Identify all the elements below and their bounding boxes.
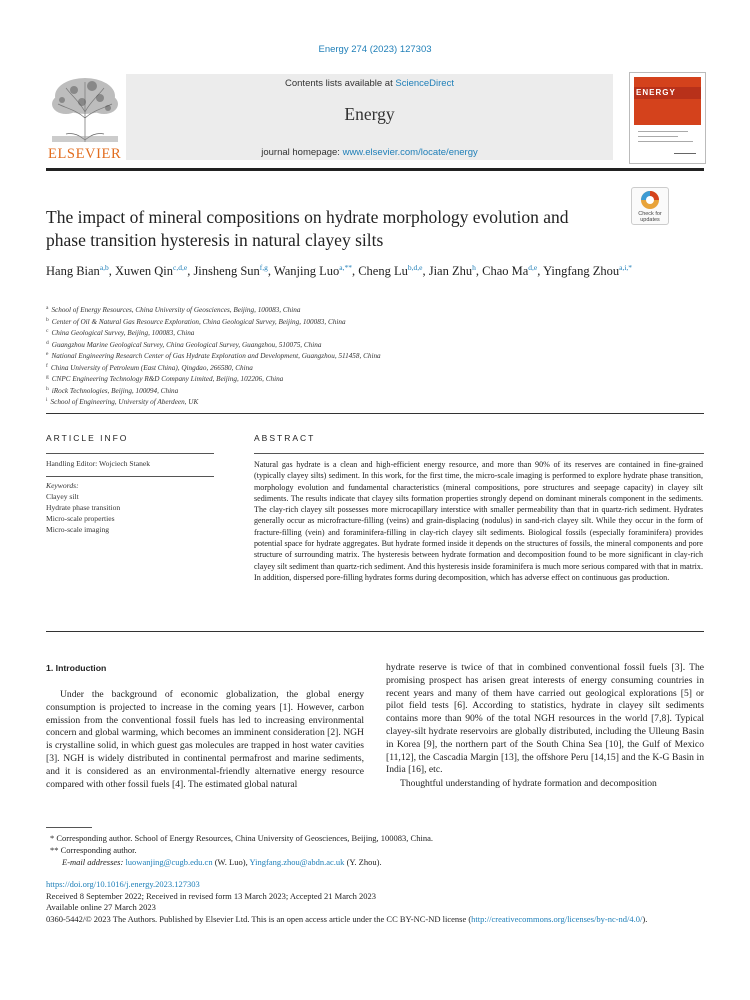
affiliation-item <box>46 374 686 386</box>
affiliation-item <box>46 328 686 340</box>
keywords-label: Keywords: <box>46 481 79 490</box>
header-rule <box>46 168 704 171</box>
author-affiliation-marker[interactable]: h <box>472 263 476 272</box>
article-footer <box>46 879 706 925</box>
affiliation-text: Guangzhou Marine Geological Survey, China Geological Survey, Guangzhou, 510075, China <box>51 340 322 349</box>
affiliation-key: g <box>46 374 49 380</box>
keyword[interactable]: Hydrate phase transition <box>46 503 121 512</box>
author-affiliation-marker[interactable]: c,d,e <box>173 263 188 272</box>
author-list <box>46 262 686 281</box>
affiliation-item <box>46 305 686 317</box>
journal-title: Energy <box>344 104 395 124</box>
author-affiliation-marker[interactable]: a,** <box>339 263 352 272</box>
author-name[interactable]: Yingfang Zhou <box>543 264 620 278</box>
keyword-list <box>46 491 120 535</box>
author-affiliation-marker[interactable]: f,g <box>259 263 268 272</box>
article-title: The impact of mineral compositions on hydrate morphology evolution and phase transition hysteresis in natural clayey silts <box>46 207 569 250</box>
footnotes <box>50 832 700 868</box>
license-line: 0360-5442/© 2023 The Authors. Published by Elsevier Ltd. This is an open access article under the CC BY-NC-ND license (http://creativecommons.org/licenses/by-nc-nd/4.0/). <box>46 913 648 924</box>
author-name[interactable]: Chao Ma <box>482 264 529 278</box>
homepage-link[interactable]: www.elsevier.com/locate/energy <box>342 147 478 158</box>
author-separator: , <box>422 264 429 278</box>
keyword[interactable]: Micro-scale properties <box>46 514 115 523</box>
publisher-wordmark: ELSEVIER <box>48 146 122 162</box>
footnote-rule <box>46 827 92 828</box>
handling-editor: Handling Editor: Wojciech Stanek <box>46 459 151 468</box>
keyword[interactable]: Clayey silt <box>46 492 79 501</box>
affiliation-item <box>46 351 686 363</box>
info-rule-1 <box>46 453 214 454</box>
affiliation-key: i <box>46 397 48 403</box>
author-affiliation-marker[interactable]: b,d,e <box>407 263 423 272</box>
affiliation-text: China University of Petroleum (East China), Qingdao, 266580, China <box>50 363 253 372</box>
author-name[interactable]: Cheng Lu <box>358 264 408 278</box>
affiliation-item <box>46 397 686 409</box>
author-name[interactable]: Jinsheng Sun <box>193 264 260 278</box>
affiliation-key: c <box>46 328 49 334</box>
author-affiliation-marker[interactable]: a,b <box>99 263 109 272</box>
affiliation-key: b <box>46 316 49 323</box>
affiliation-text: iRock Technologies, Beijing, 100094, China <box>51 386 179 395</box>
affiliation-key: d <box>46 339 49 346</box>
affiliation-key: a <box>46 305 49 311</box>
affiliation-text: Center of Oil & Natural Gas Resource Exploration, China Geological Survey, Beijing, 100083, China <box>51 317 346 326</box>
author-separator: , <box>475 264 483 278</box>
affiliation-item <box>46 386 686 398</box>
author-name[interactable]: Jian Zhu <box>428 264 473 278</box>
affiliation-item <box>46 340 686 352</box>
author-name[interactable]: Wanjing Luo <box>273 264 340 278</box>
introduction-heading: 1. Introduction <box>46 663 107 673</box>
available-online: Available online 27 March 2023 <box>46 902 156 912</box>
title-rule <box>46 413 704 414</box>
author-affiliation-marker[interactable]: a,i,* <box>619 263 633 272</box>
email-link-luo[interactable]: luowanjing@cugb.edu.cn <box>125 857 213 867</box>
journal-cover-thumbnail[interactable] <box>629 72 706 164</box>
affiliation-text: CNPC Engineering Technology R&D Company Limited, Beijing, 102206, China <box>51 375 284 383</box>
affiliation-key: f <box>46 362 48 369</box>
author-separator: , <box>108 264 116 278</box>
affiliation-list <box>46 305 686 409</box>
sciencedirect-link[interactable]: ScienceDirect <box>395 78 454 89</box>
author-separator: , <box>187 264 194 278</box>
contents-line: Contents lists available at ScienceDirect <box>285 78 454 89</box>
affiliation-text: School of Engineering, University of Aberdeen, UK <box>50 398 199 406</box>
intro-paragraph: Under the background of economic globalization, the global energy consumption is projected to increase in the coming years [1]. However, carbon emission from the conventional fossil fuels has led to increasing environmental concern and global warming, which becomes an imminent consideration [2]. NGH is crystalline solid, in which guest gas molecules are trapped in host water cavities [3]. NGH is widely distributed in continental permafrost and marine sediments, and it is considered as an environmental-friendly alternative energy resource compared with other fossil fuels [4]. The estimated global natural <box>46 689 364 790</box>
intro-left-column <box>46 689 364 791</box>
affiliation-item <box>46 363 686 375</box>
abstract-heading: ABSTRACT <box>254 433 316 443</box>
author-separator: , <box>537 264 544 278</box>
cover-title: ENERGY <box>636 88 676 97</box>
crossmark-icon <box>632 188 668 212</box>
affiliation-item <box>46 317 686 329</box>
affiliation-key: e <box>46 351 49 357</box>
citation-link[interactable]: Energy 274 (2023) 127303 <box>318 44 432 55</box>
author-name[interactable]: Hang Bian <box>46 264 100 278</box>
crossmark-label: Check for updates <box>638 211 662 223</box>
doi-link[interactable]: https://doi.org/10.1016/j.energy.2023.127303 <box>46 879 200 889</box>
author-separator: , <box>351 264 359 278</box>
license-link[interactable]: http://creativecommons.org/licenses/by-nc-nd/4.0/ <box>471 913 643 924</box>
intro-paragraph: hydrate reserve is twice of that in combined conventional fossil fuels [3]. The promising prospect has arisen great interests of energy consuming countries in recent years and many of them have carried out geological explorations [5] or pilot field tests [6]. According to statistics, hydrate in clayey silt sediments contains more than 90% of the total NGH resources in the world [7,8]. Typical clayey-silt hydrate reservoirs are globally distributed, including the Ulleung Basin in Korea [9], the northern part of the South China Sea [10], the Gulf of Mexico [11,12], the Cascadia Margin [13], the offshore Peru [14,15] and the K-G Basin in India [16], etc. <box>386 662 704 776</box>
keyword[interactable]: Micro-scale imaging <box>46 525 110 534</box>
author-affiliation-marker[interactable]: d,e <box>528 263 538 272</box>
article-info-heading: ARTICLE INFO <box>46 433 129 443</box>
homepage-line: journal homepage: www.elsevier.com/locate/energy <box>261 147 478 158</box>
corresponding-author-1: * Corresponding author. School of Energy Resources, China University of Geosciences, Beijing, 100083, China. <box>50 833 433 843</box>
author-separator: , <box>267 264 274 278</box>
intro-right-column <box>386 662 704 791</box>
affiliation-text: School of Energy Resources, China University of Geosciences, Beijing, 100083, China <box>51 306 301 314</box>
abstract-text: Natural gas hydrate is a clean and high-efficient energy resource, and more than 90% of its reserves are contained in fine-grained (typically clayey silts) sediment. In this work, for the first time, the micro-scale imaging is performed to explore hydrate phase transition, morphology evolution and fundamental characteristics (mineral compositions, pore structures and seepage capacity) in clayey silt sediments. The results indicate that clayey silts formation properties strongly depend on dominant minerals component in the sediments. The clay-rich clayey silt possesses more microcapillary interstice with smaller permeability than that in quartz-rich sediment. Hydrates generally occur as microfracture-filling (veins) and grain-displacing (nodulus) in sand-rich clayey silt. While they occur in the form of fracture-filling (vein) and foraminifera-filling in clay-rich clayey silt sediments. Biological fossils (especially foraminifera) provides potential space for hydrate aggregates. But hydrate formed inside it depends on the structures of fossils, the mineral components and pore structure of surrounding matrix. The hysteresis between hydrate formation and decomposition found to be more significant in clay-rich clayey silt sediment than quartz-rich sediment. And this hysteresis inside foraminifera is much more serious compared with that in matrix. In addition, dispersed pore-filling hydrates forms during decomposition, which has adverse effect on continuous gas production. <box>254 460 703 582</box>
affiliation-text: National Engineering Research Center of Gas Hydrate Exploration and Development, Guangzhou, 511458, China <box>51 352 381 360</box>
received-dates: Received 8 September 2022; Received in revised form 13 March 2023; Accepted 21 March 2023 <box>46 890 376 901</box>
abstract-bottom-rule <box>46 631 704 632</box>
corresponding-author-2: ** Corresponding author. <box>50 845 137 855</box>
author-name[interactable]: Xuwen Qin <box>115 264 174 278</box>
info-rule-2 <box>46 476 214 477</box>
affiliation-text: China Geological Survey, Beijing, 100083, China <box>51 329 195 337</box>
email-line: E-mail addresses: luowanjing@cugb.edu.cn (W. Luo), Yingfang.zhou@abdn.ac.uk (Y. Zhou). <box>62 857 382 867</box>
affiliation-key: h <box>46 385 49 392</box>
intro-paragraph: Thoughtful understanding of hydrate formation and decomposition <box>400 778 657 790</box>
abstract-rule <box>254 453 704 454</box>
email-link-zhou[interactable]: Yingfang.zhou@abdn.ac.uk <box>249 857 345 867</box>
